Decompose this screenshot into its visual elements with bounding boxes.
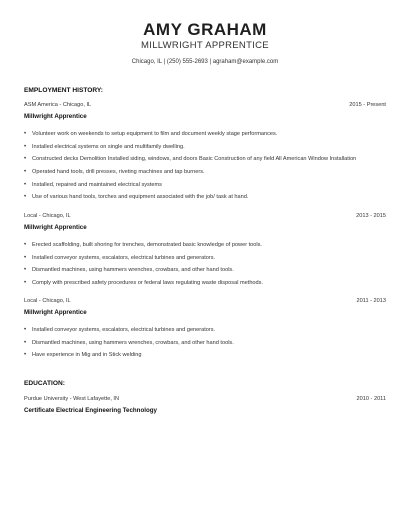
job-1-dates: 2015 - Present	[349, 102, 386, 108]
education-degree: Certificate Electrical Engineering Technology	[24, 407, 157, 414]
list-item: • Use of various hand tools, torches and equipment associated with the job/ task at hand.	[24, 193, 386, 206]
job-2-dates: 2013 - 2015	[356, 213, 386, 219]
list-item: • Dismantled machines, using hammers wrenches, crowbars, and other hand tools.	[24, 266, 386, 279]
job-1-title: Millwright Apprentice	[24, 113, 87, 120]
list-item: • Operated hand tools, drill presses, riveting machines and tap burners.	[24, 168, 386, 181]
job-3-employer: Local - Chicago, IL	[24, 298, 71, 304]
list-item: • Dismantled machines, using hammers wrenches, crowbars, and other hand tools.	[24, 339, 386, 352]
education-dates: 2010 - 2011	[356, 396, 386, 402]
job-2-title: Millwright Apprentice	[24, 224, 87, 231]
job-3-bullet-list	[24, 326, 386, 364]
candidate-title: MILLWRIGHT APPRENTICE	[141, 40, 269, 51]
contact-line: Chicago, IL | (250) 555-2693 | agraham@example.com	[131, 59, 279, 65]
list-item: • Comply with prescribed safety procedures or federal laws regulating waste disposal methods.	[24, 279, 386, 292]
list-item: • Volunteer work on weekends to setup equipment to film and document weekly stage performances.	[24, 130, 386, 143]
job-2-bullet-list	[24, 241, 386, 292]
list-item: • Have experience in Mig and in Stick welding	[24, 351, 386, 364]
job-3-dates: 2011 - 2013	[356, 298, 386, 304]
list-item: • Installed conveyor systems, escalators, electrical turbines and generators.	[24, 326, 386, 339]
education-school: Purdue University - West Lafayette, IN	[24, 396, 120, 402]
job-1-bullet-list	[24, 130, 386, 206]
list-item: • Installed, repaired and maintained electrical systems	[24, 181, 386, 194]
candidate-name: AMY GRAHAM	[143, 20, 267, 39]
list-item: • Installed electrical systems on single and multifamily dwelling.	[24, 143, 386, 156]
list-item: • Installed conveyor systems, escalators, electrical turbines and generators.	[24, 254, 386, 267]
education-heading: EDUCATION:	[24, 380, 65, 387]
employment-history-heading: EMPLOYMENT HISTORY:	[24, 87, 104, 94]
list-item: • Constructed decks Demolition Installed siding, windows, and doors Basic Construction of any field All American Window Installation	[24, 155, 386, 168]
list-item: • Erected scaffolding, built shoring for trenches, demonstrated basic knowledge of power tools.	[24, 241, 386, 254]
job-2-employer: Local - Chicago, IL	[24, 213, 71, 219]
job-3-title: Millwright Apprentice	[24, 309, 87, 316]
job-1-employer: ASM America - Chicago, IL	[24, 102, 92, 108]
